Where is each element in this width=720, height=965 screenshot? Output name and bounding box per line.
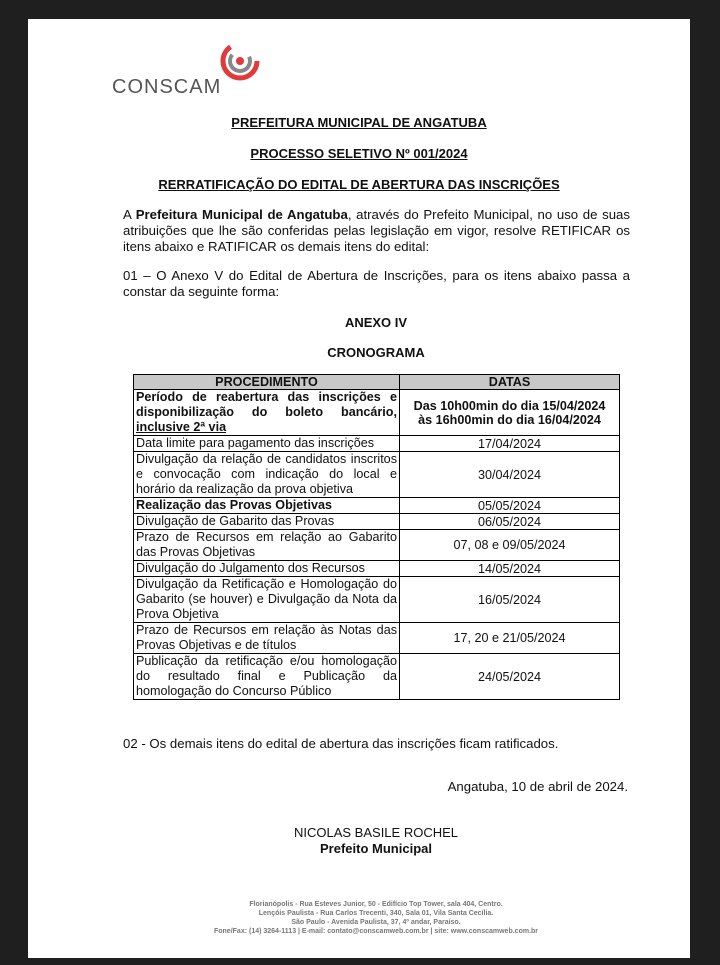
date-cell: 06/05/2024 xyxy=(400,514,620,530)
date-cell: 17/04/2024 xyxy=(400,436,620,452)
header-municipality: PREFEITURA MUNICIPAL DE ANGATUBA xyxy=(231,115,487,130)
procedure-text: Período de reabertura das inscrições e disponibilização do boleto bancário, xyxy=(136,390,397,419)
col-procedure-header: PROCEDIMENTO xyxy=(134,375,400,390)
intro-prefix: A xyxy=(123,207,136,222)
header-rerratification: RERRATIFICAÇÃO DO EDITAL DE ABERTURA DAS INSCRIÇÕES xyxy=(158,177,560,192)
place-date: Angatuba, 10 de abril de 2024. xyxy=(447,779,628,794)
procedure-cell: Realização das Provas Objetivas xyxy=(134,498,400,514)
date-cell: 17, 20 e 21/05/2024 xyxy=(400,623,620,654)
procedure-cell: Prazo de Recursos em relação às Notas das Provas Objetivas e de títulos xyxy=(134,623,400,654)
table-row xyxy=(134,561,620,577)
procedure-text-underlined: inclusive 2ª via xyxy=(136,420,227,434)
table-row xyxy=(134,498,620,514)
procedure-cell: Divulgação de Gabarito das Provas xyxy=(134,514,400,530)
date-cell: 07, 08 e 09/05/2024 xyxy=(400,530,620,561)
procedure-cell: Data limite para pagamento das inscrições xyxy=(134,436,400,452)
procedure-cell: Divulgação da Retificação e Homologação do Gabarito (se houver) e Divulgação da Nota da Prova Objetiva xyxy=(134,577,400,623)
logo-text: CONSCAM xyxy=(112,76,222,98)
signatory-role: Prefeito Municipal xyxy=(320,841,432,856)
procedure-cell: Publicação da retificação e/ou homologação do resultado final e Publicação da homologação do Concurso Público xyxy=(134,654,400,700)
table-header-row xyxy=(134,375,620,390)
procedure-cell: Divulgação da relação de candidatos inscritos e convocação com indicação do local e horário da realização da prova objetiva xyxy=(134,452,400,498)
table-row xyxy=(134,514,620,530)
document-page xyxy=(28,19,690,958)
table-row xyxy=(134,436,620,452)
date-line-1: Das 10h00min do dia 15/04/2024 xyxy=(413,398,606,413)
intro-paragraph xyxy=(123,207,630,255)
date-cell: 14/05/2024 xyxy=(400,561,620,577)
date-cell: 05/05/2024 xyxy=(400,498,620,514)
table-row xyxy=(134,390,620,436)
footer-line: Florianópolis - Rua Esteves Junior, 50 - Edifício Top Tower, sala 404, Centro. xyxy=(249,901,503,908)
procedure-cell: Divulgação do Julgamento dos Recursos xyxy=(134,561,400,577)
table-row xyxy=(134,577,620,623)
schedule-table xyxy=(133,374,620,700)
signatory-name: NICOLAS BASILE ROCHEL xyxy=(294,825,458,840)
intro-rest: , através do Prefeito Municipal, no uso de suas atribuições que lhe são conferidas pelas legislação em vigor, resolve RETIFICAR os itens abaixo e RATIFICAR os demais itens do edital: xyxy=(123,207,630,254)
footer-line: Lençóis Paulista - Rua Carlos Trecenti, 340, Sala 01, Vila Santa Cecília. xyxy=(258,910,494,917)
footer-line: Fone/Fax: (14) 3264-1113 | E-mail: contato@conscamweb.com.br | site: www.conscamweb.com.br xyxy=(213,928,539,935)
procedure-cell: Prazo de Recursos em relação ao Gabarito das Provas Objetivas xyxy=(134,530,400,561)
logo-swirl-icon xyxy=(220,41,260,81)
schedule-title: CRONOGRAMA xyxy=(327,345,425,360)
date-cell: 24/05/2024 xyxy=(400,654,620,700)
footer-address xyxy=(28,900,720,936)
col-dates-header: DATAS xyxy=(400,375,620,390)
table-row xyxy=(134,452,620,498)
date-cell: 30/04/2024 xyxy=(400,452,620,498)
intro-bold: Prefeitura Municipal de Angatuba xyxy=(135,207,348,222)
annex-title: ANEXO IV xyxy=(344,315,408,330)
date-cell xyxy=(400,390,620,436)
conscam-logo xyxy=(112,41,272,101)
header-process: PROCESSO SELETIVO Nº 001/2024 xyxy=(250,146,468,161)
date-cell: 16/05/2024 xyxy=(400,577,620,623)
table-row xyxy=(134,623,620,654)
procedure-cell xyxy=(134,390,400,436)
date-line-2: às 16h00min do dia 16/04/2024 xyxy=(418,412,601,427)
item-02-paragraph: 02 - Os demais itens do edital de abertura das inscrições ficam ratificados. xyxy=(123,736,559,751)
table-row xyxy=(134,654,620,700)
footer-line: São Paulo - Avenida Paulista, 37, 4º andar, Paraíso. xyxy=(291,919,461,926)
table-row xyxy=(134,530,620,561)
item-01-paragraph: 01 – O Anexo V do Edital de Abertura de Inscrições, para os itens abaixo passa a constar da seguinte forma: xyxy=(123,268,630,299)
